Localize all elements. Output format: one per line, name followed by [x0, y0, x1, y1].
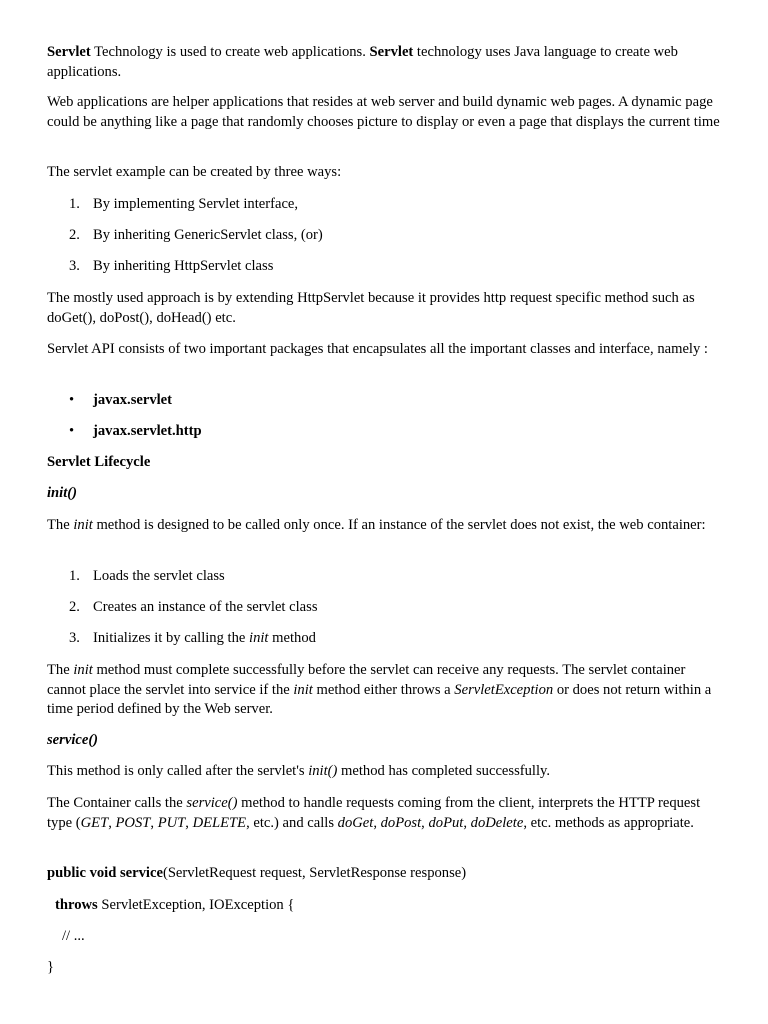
code-line-comment: // ...: [62, 928, 85, 944]
bullet-icon: •: [69, 423, 75, 439]
container-calls-paragraph: The Container calls the service() method to handle requests coming from the client, interprets the HTTP request type (GET, POST, PUT, DELETE, etc.) and calls doGet, doPost, doPut, doDelete, etc. methods as appropriate.: [47, 795, 701, 831]
three-ways-intro: The servlet example can be created by three ways:: [47, 164, 342, 180]
list-item: 2. By inheriting GenericServlet class, (or): [69, 227, 323, 243]
list-item: 1. By implementing Servlet interface,: [69, 196, 299, 212]
servlet-term: Servlet: [47, 44, 91, 60]
lifecycle-heading: Servlet Lifecycle: [47, 454, 151, 470]
bullet-item: • javax.servlet: [69, 391, 709, 411]
init-complete-paragraph: The init method must complete successfully before the servlet can receive any requests. The servlet container cannot place the servlet into service if the init method either throws a ServletException or does not return within a time period defined by the Web server.: [47, 662, 712, 717]
bullet-icon: •: [69, 392, 75, 408]
approach-paragraph: The mostly used approach is by extending HttpServlet because it provides http request specific method such as doGet(), doPost(), doHead() etc.: [47, 290, 695, 326]
code-line-throws: throws ServletException, IOException {: [55, 897, 295, 913]
bullet-item: • javax.servlet.http: [69, 422, 709, 442]
service-heading: service(): [47, 732, 99, 748]
code-line-signature: public void service(ServletRequest request, ServletResponse response): [47, 865, 467, 881]
list-item: 3. Initializes it by calling the init method: [69, 630, 316, 646]
list-item: 1. Loads the servlet class: [69, 568, 225, 584]
web-apps-paragraph: Web applications are helper applications that resides at web server and build dynamic web pages. A dynamic page could be anything like a page that randomly chooses picture to display or even a page that displays the current time: [47, 94, 720, 130]
init-description: The init method is designed to be called only once. If an instance of the servlet does not exist, the web container:: [47, 517, 706, 533]
list-item: 3. By inheriting HttpServlet class: [69, 258, 274, 274]
list-item: 2. Creates an instance of the servlet class: [69, 599, 318, 615]
init-heading: init(): [47, 485, 77, 501]
servlet-term: Servlet: [369, 44, 414, 60]
intro-paragraph: Servlet Technology is used to create web applications. Servlet technology uses Java language to create web applications.: [47, 44, 678, 80]
service-only-paragraph: This method is only called after the servlet's init() method has completed successfully.: [47, 763, 551, 779]
code-line-close-brace: }: [47, 959, 55, 975]
api-intro-paragraph: Servlet API consists of two important packages that encapsulates all the important classes and interface, namely :: [47, 341, 708, 357]
